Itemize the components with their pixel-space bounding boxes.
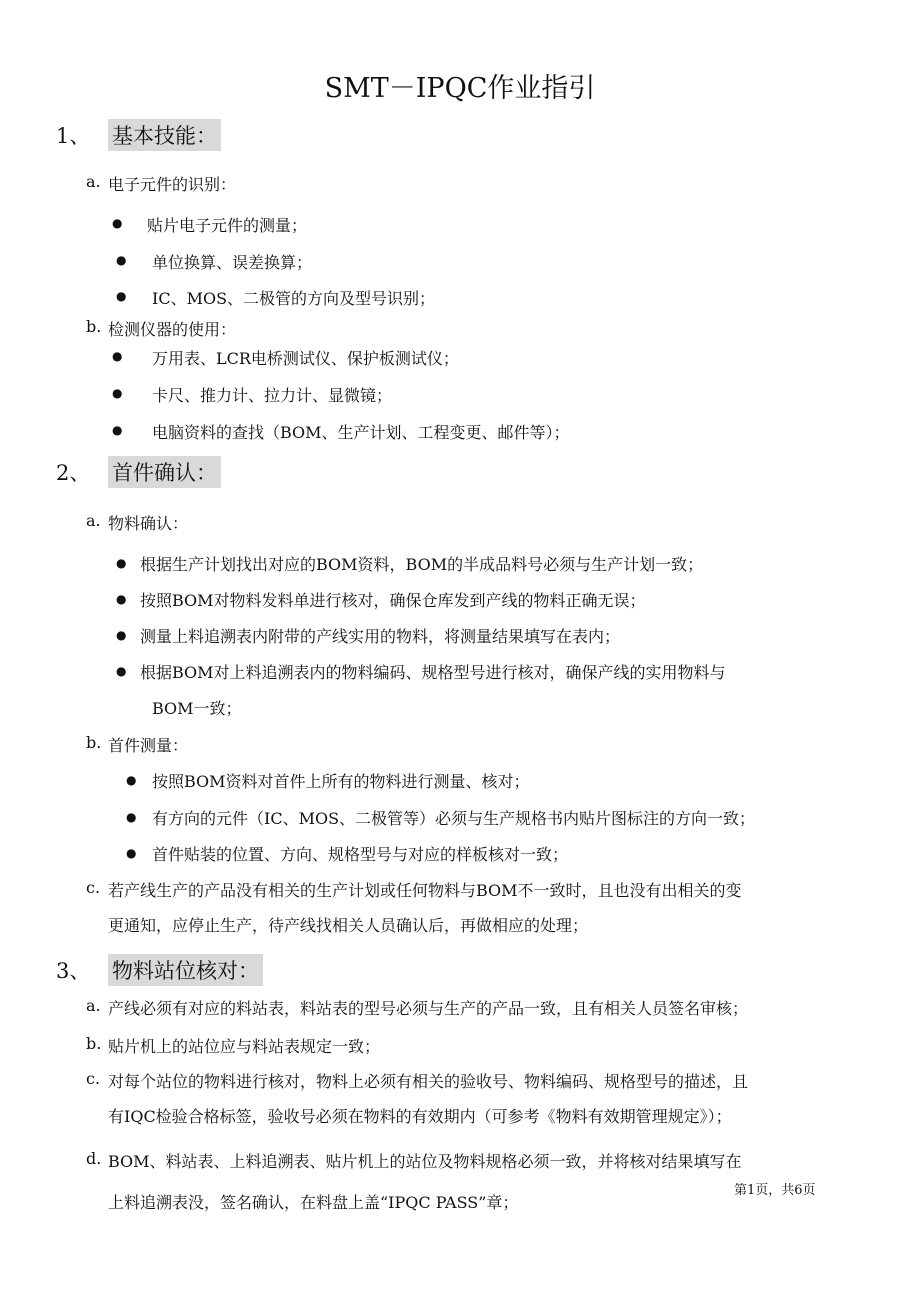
item-text-continued: 有IQC检验合格标签，验收号必须在物料的有效期内（可参考《物料有效期管理规定》）； — [108, 1107, 732, 1126]
bullet-text: IC、MOS、二极管的方向及型号识别； — [152, 289, 436, 308]
section-number: 3、 — [56, 959, 91, 983]
item-label: c. — [86, 1069, 101, 1088]
bullet-dot-icon: ● — [116, 592, 127, 606]
bullet-dot-icon: ● — [112, 386, 123, 400]
item-text: 产线必须有对应的料站表，料站表的型号必须与生产的产品一致，且有相关人员签名审核； — [108, 999, 749, 1018]
section-title: 物料站位核对： — [108, 954, 263, 986]
bullet-text: 测量上料追溯表内附带的产线实用的物料，将测量结果填写在表内； — [140, 627, 621, 646]
bullet-text: 按照BOM资料对首件上所有的物料进行测量、核对； — [152, 772, 530, 791]
page-footer: 第1页，共6页 — [734, 1183, 816, 1198]
item-label: b. — [86, 733, 102, 752]
bullet-dot-icon: ● — [116, 289, 127, 303]
item-label: a. — [86, 996, 101, 1015]
item-label: b. — [86, 1034, 102, 1053]
section-title: 首件确认： — [108, 456, 221, 488]
bullet-text: 根据生产计划找出对应的BOM资料，BOM的半成品料号必须与生产计划一致； — [140, 555, 704, 574]
bullet-text: 贴片电子元件的测量； — [147, 216, 308, 235]
item-text: 电子元件的识别： — [108, 175, 237, 194]
section-number: 2、 — [56, 461, 91, 485]
bullet-dot-icon: ● — [126, 773, 137, 787]
item-text: 若产线生产的产品没有相关的生产计划或任何物料与BOM不一致时，且也没有出相关的变 — [108, 881, 742, 900]
section-number: 1、 — [56, 124, 91, 148]
bullet-text: 卡尺、推力计、拉力计、显微镜； — [152, 386, 393, 405]
item-text: 物料确认： — [108, 514, 189, 533]
item-label: c. — [86, 878, 101, 897]
item-label: a. — [86, 511, 101, 530]
bullet-dot-icon: ● — [112, 349, 123, 363]
bullet-dot-icon: ● — [126, 810, 137, 824]
item-text: 首件测量： — [108, 736, 189, 755]
bullet-dot-icon: ● — [112, 423, 123, 437]
item-label: d. — [86, 1149, 102, 1168]
bullet-dot-icon: ● — [116, 253, 127, 267]
item-label: b. — [86, 317, 102, 336]
bullet-text-continued: BOM一致； — [152, 699, 242, 718]
page-title: SMT－IPQC作业指引 — [324, 73, 596, 104]
section-title: 基本技能： — [108, 119, 221, 151]
bullet-dot-icon: ● — [116, 556, 127, 570]
bullet-text: 万用表、LCR电桥测试仪、保护板测试仪； — [152, 349, 459, 368]
bullet-text: 单位换算、误差换算； — [152, 253, 313, 272]
item-text: BOM、料站表、上料追溯表、贴片机上的站位及物料规格必须一致，并将核对结果填写在 — [108, 1152, 742, 1171]
bullet-dot-icon: ● — [126, 846, 137, 860]
bullet-text: 有方向的元件（IC、MOS、二极管等）必须与生产规格书内贴片图标注的方向一致； — [152, 809, 756, 828]
bullet-dot-icon: ● — [116, 628, 127, 642]
item-text: 对每个站位的物料进行核对，物料上必须有相关的验收号、物料编码、规格型号的描述，且 — [108, 1072, 749, 1091]
item-text-continued: 上料追溯表没，签名确认，在料盘上盖“IPQC PASS”章； — [108, 1193, 519, 1212]
bullet-text: 首件贴装的位置、方向、规格型号与对应的样板核对一致； — [152, 845, 569, 864]
item-text: 贴片机上的站位应与料站表规定一致； — [108, 1037, 381, 1056]
bullet-text: 根据BOM对上料追溯表内的物料编码、规格型号进行核对，确保产线的实用物料与 — [140, 663, 726, 682]
item-text: 检测仪器的使用： — [108, 320, 237, 339]
bullet-text: 电脑资料的查找（BOM、生产计划、工程变更、邮件等）； — [152, 423, 570, 442]
bullet-text: 按照BOM对物料发料单进行核对，确保仓库发到产线的物料正确无误； — [140, 591, 646, 610]
bullet-dot-icon: ● — [116, 664, 127, 678]
item-label: a. — [86, 172, 101, 191]
item-text-continued: 更通知，应停止生产，待产线找相关人员确认后，再做相应的处理； — [108, 916, 589, 935]
bullet-dot-icon: ● — [112, 216, 123, 230]
